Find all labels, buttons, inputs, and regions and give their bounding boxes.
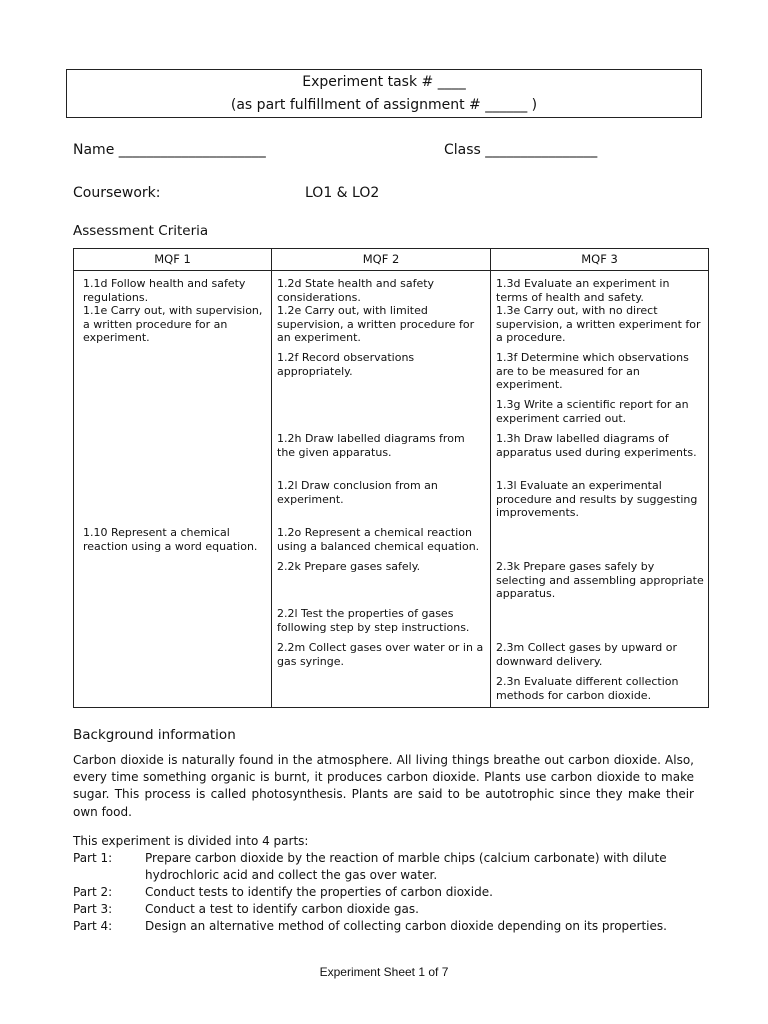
coursework-value: LO1 & LO2 — [305, 185, 380, 201]
title-line-assignment: (as part fulfillment of assignment # ______ ) — [230, 97, 538, 113]
column-header-mqf1: MQF 1 — [74, 249, 272, 271]
criterion-cell: 2.2k Prepare gases safely. — [277, 560, 421, 573]
class-label: Class — [444, 142, 481, 158]
table-row — [74, 398, 709, 432]
criterion-cell: 1.2f Record observations appropriately. — [277, 351, 415, 378]
part-text: Prepare carbon dioxide by the reaction of marble chips (calcium carbonate) with dilute hydrochloric acid and collect the gas over water. — [145, 851, 667, 882]
criterion-cell: 2.3m Collect gases by upward or downward delivery. — [496, 641, 678, 668]
criterion-cell: 1.2h Draw labelled diagrams from the given apparatus. — [277, 432, 465, 459]
part-label: Part 3: — [73, 902, 113, 916]
coursework-label: Coursework: — [73, 185, 161, 201]
name-field — [73, 142, 266, 158]
criterion-cell: 1.1d Follow health and safety regulations. — [83, 277, 246, 304]
parts-list — [73, 850, 713, 935]
criterion-cell: 1.3f Determine which observations are to be measured for an experiment. — [496, 351, 689, 391]
criterion-cell: 1.3h Draw labelled diagrams of apparatus used during experiments. — [496, 432, 697, 459]
table-header-row — [74, 249, 709, 271]
list-item — [73, 918, 713, 935]
list-item — [73, 901, 713, 918]
criterion-cell: 1.2o Represent a chemical reaction using a balanced chemical equation. — [277, 526, 480, 553]
background-heading: Background information — [73, 727, 236, 743]
table-row — [74, 271, 709, 305]
assessment-heading: Assessment Criteria — [73, 223, 209, 239]
part-text: Conduct tests to identify the properties of carbon dioxide. — [145, 885, 493, 899]
criterion-cell: 2.2l Test the properties of gases following step by step instructions. — [277, 607, 470, 634]
part-text: Design an alternative method of collecting carbon dioxide depending on its properties. — [145, 919, 667, 933]
class-field — [444, 142, 597, 158]
list-item — [73, 884, 713, 901]
part-label: Part 2: — [73, 885, 113, 899]
parts-intro: This experiment is divided into 4 parts: — [73, 834, 309, 848]
background-paragraph: Carbon dioxide is naturally found in the atmosphere. All living things breathe out carbon dioxide. Also, every time something organic is burnt, it produces carbon dioxide. Plants use carbon dioxide to make sugar. This process is called photosynthesis. Plants are said to be autotrophic since they make their own food. — [73, 753, 694, 819]
title-box — [66, 69, 702, 118]
table-row — [74, 432, 709, 479]
title-line-task: Experiment task # ____ — [302, 74, 466, 90]
part-label: Part 1: — [73, 851, 113, 865]
criterion-cell: 1.10 Represent a chemical reaction using a word equation. — [83, 526, 258, 553]
criterion-cell: 1.1e Carry out, with supervision, a written procedure for an experiment. — [83, 304, 263, 344]
criterion-cell: 1.3e Carry out, with no direct supervision, a written experiment for a procedure. — [496, 304, 701, 344]
table-row — [74, 675, 709, 707]
table-row — [74, 526, 709, 560]
table-row — [74, 641, 709, 675]
table-row — [74, 351, 709, 398]
table-row — [74, 560, 709, 607]
criterion-cell: 2.2m Collect gases over water or in a gas syringe. — [277, 641, 484, 668]
criterion-cell: 1.2l Draw conclusion from an experiment. — [277, 479, 438, 506]
list-item — [73, 850, 713, 884]
name-blank: _____________________ — [118, 142, 266, 158]
column-header-mqf2: MQF 2 — [272, 249, 491, 271]
class-blank: ________________ — [485, 142, 598, 158]
assessment-criteria-table — [73, 248, 709, 708]
page-footer: Experiment Sheet 1 of 7 — [319, 965, 449, 979]
criterion-cell: 2.3k Prepare gases safely by selecting and assembling appropriate apparatus. — [496, 560, 704, 600]
part-text: Conduct a test to identify carbon dioxide gas. — [145, 902, 419, 916]
criterion-cell: 1.3d Evaluate an experiment in terms of health and safety. — [496, 277, 670, 304]
criterion-cell: 1.3g Write a scientific report for an experiment carried out. — [496, 398, 689, 425]
table-row — [74, 304, 709, 351]
part-label: Part 4: — [73, 919, 113, 933]
column-header-mqf3: MQF 3 — [491, 249, 709, 271]
criterion-cell: 2.3n Evaluate different collection methods for carbon dioxide. — [496, 675, 679, 702]
name-label: Name — [73, 142, 115, 158]
criterion-cell: 1.2e Carry out, with limited supervision, a written procedure for an experiment. — [277, 304, 475, 344]
criterion-cell: 1.3l Evaluate an experimental procedure and results by suggesting improvements. — [496, 479, 698, 519]
table-row — [74, 607, 709, 641]
table-row — [74, 479, 709, 526]
criterion-cell: 1.2d State health and safety considerations. — [277, 277, 435, 304]
